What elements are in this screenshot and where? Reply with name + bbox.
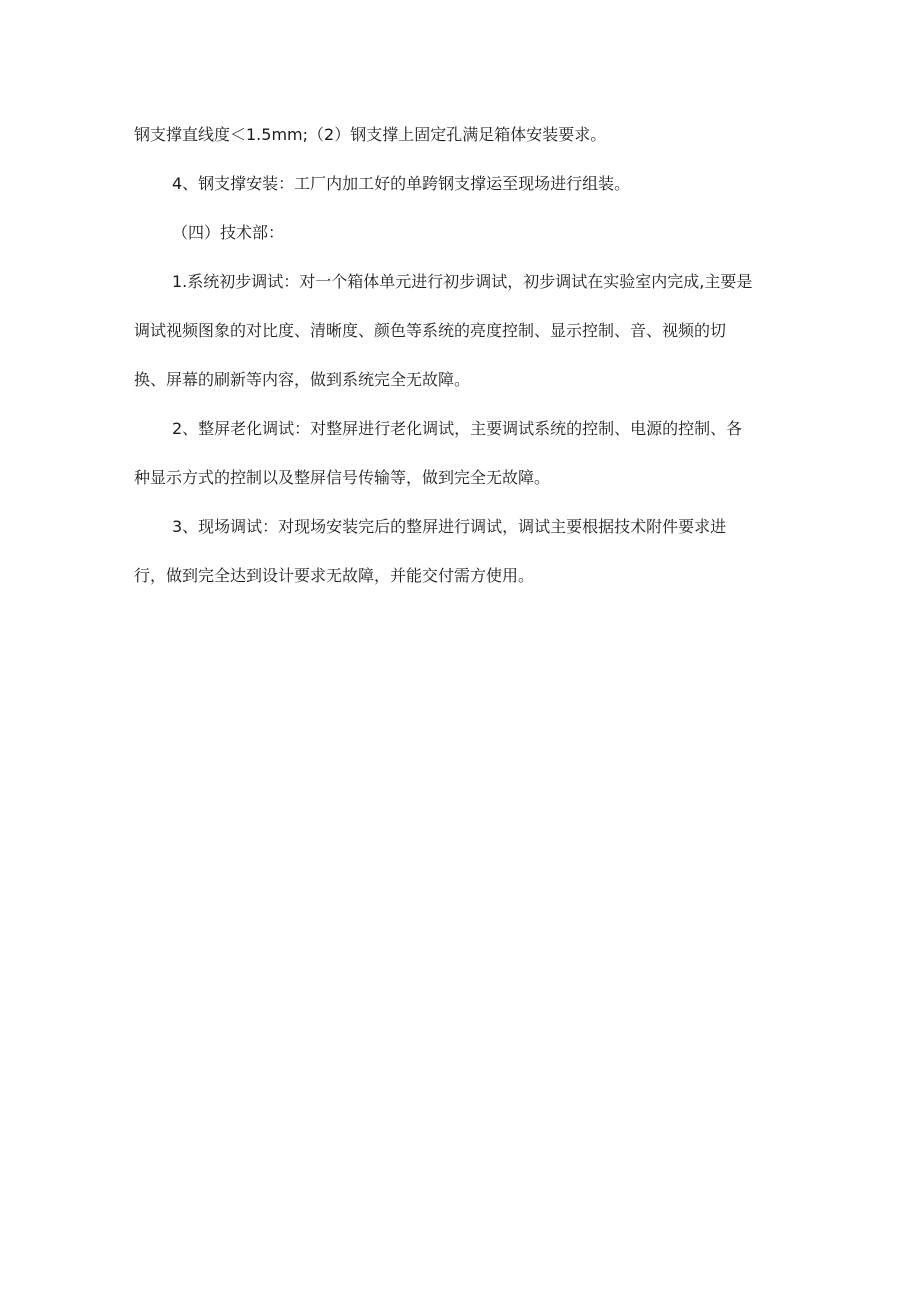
text-line-5: 调试视频图象的对比度、清晰度、颜色等系统的亮度控制、显示控制、音、视频的切 [134,321,727,340]
text-line-6: 换、屏幕的刷新等内容，做到系统完全无故障。 [134,370,471,389]
section-heading: （四）技术部： [172,223,285,242]
text-line-9: 3、现场调试：对现场安装完后的整屏进行调试，调试主要根据技术附件要求进 [172,517,727,536]
text-line-8: 种显示方式的控制以及整屏信号传输等，做到完全无故障。 [134,468,551,487]
text-line-10: 行，做到完全达到设计要求无故障，并能交付需方使用。 [134,566,535,585]
text-line-1: 钢支撑直线度＜1.5mm;（2）钢支撑上固定孔满足箱体安装要求。 [134,125,607,144]
text-line-2: 4、钢支撑安装：工厂内加工好的单跨钢支撑运至现场进行组装。 [172,174,631,193]
text-line-7: 2、整屏老化调试：对整屏进行老化调试，主要调试系统的控制、电源的控制、各 [172,419,743,438]
text-line-4: 1.系统初步调试：对一个箱体单元进行初步调试，初步调试在实验室内完成,主要是 [172,272,753,291]
